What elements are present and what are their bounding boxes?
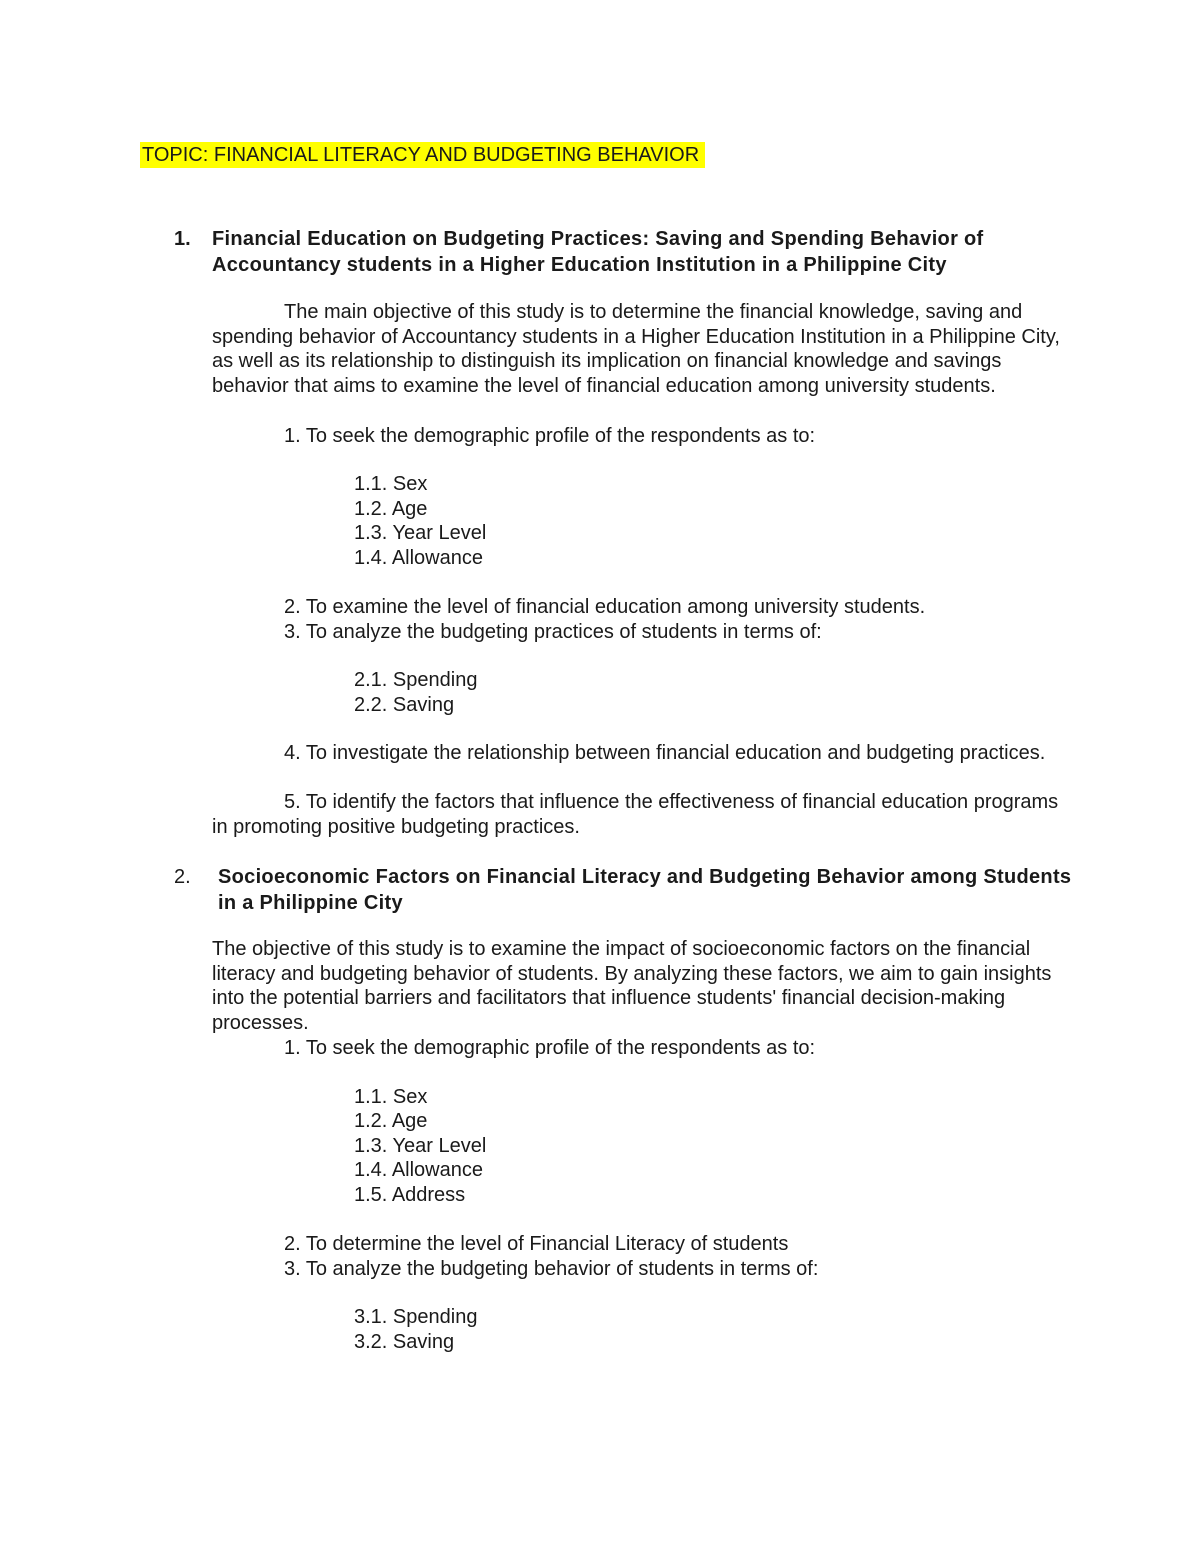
study-2-number: 2. [174, 866, 191, 888]
study-2-demographic-item: 1.4. Allowance [354, 1159, 483, 1181]
study-1-number: 1. [174, 228, 191, 250]
study-2-demographic-item: 1.5. Address [354, 1184, 466, 1206]
study-1-practice-item: 2.1. Spending [354, 669, 478, 691]
study-1-demographic-item: 1.4. Allowance [354, 547, 483, 569]
study-2-demographic-item: 1.1. Sex [354, 1086, 428, 1108]
study-1-demographic-item: 1.2. Age [354, 498, 428, 520]
study-1-objective: The main objective of this study is to determine the financial knowledge, saving and spending behavior of Accountancy students in a Higher Education Institution in a Philippine City, as well as its relationship to distinguish its implication on financial knowledge and savings behavior that aims to examine the level of financial education among university students. [212, 301, 1060, 397]
study-2-demographic-item: 1.2. Age [354, 1110, 428, 1132]
study-2-goal-3: 3. To analyze the budgeting behavior of students in terms of: [284, 1258, 819, 1280]
study-1-goal-2: 2. To examine the level of financial education among university students. [284, 596, 926, 618]
study-2-practice-item: 3.2. Saving [354, 1331, 455, 1353]
study-1-goal-5: 5. To identify the factors that influence the effectiveness of financial education programs in promoting positive budgeting practices. [212, 791, 1059, 838]
study-1-demographic-item: 1.3. Year Level [354, 522, 487, 544]
study-2-demographic-item: 1.3. Year Level [354, 1135, 487, 1157]
study-1-practice-item: 2.2. Saving [354, 694, 455, 716]
topic-heading: TOPIC: FINANCIAL LITERACY AND BUDGETING BEHAVIOR [140, 142, 705, 168]
study-1-demographic-item: 1.1. Sex [354, 473, 428, 495]
study-2-goal-2: 2. To determine the level of Financial Literacy of students [284, 1233, 789, 1255]
study-2-practice-item: 3.1. Spending [354, 1306, 478, 1328]
study-2-goal-1: 1. To seek the demographic profile of the respondents as to: [284, 1037, 816, 1059]
study-1-goal-3: 3. To analyze the budgeting practices of students in terms of: [284, 621, 822, 643]
study-2-title: Socioeconomic Factors on Financial Literacy and Budgeting Behavior among Students in a Philippine City [218, 866, 1072, 914]
study-1-goal-4: 4. To investigate the relationship between financial education and budgeting practices. [284, 742, 1046, 764]
study-1-title: Financial Education on Budgeting Practices: Saving and Spending Behavior of Accountancy students in a Higher Education Institution in a Philippine City [212, 228, 984, 276]
study-1-goal-1: 1. To seek the demographic profile of the respondents as to: [284, 425, 816, 447]
study-2-objective: The objective of this study is to examine the impact of socioeconomic factors on the financial literacy and budgeting behavior of students. By analyzing these factors, we aim to gain insights into the potential barriers and facilitators that influence students' financial decision-making processes. [212, 938, 1052, 1034]
